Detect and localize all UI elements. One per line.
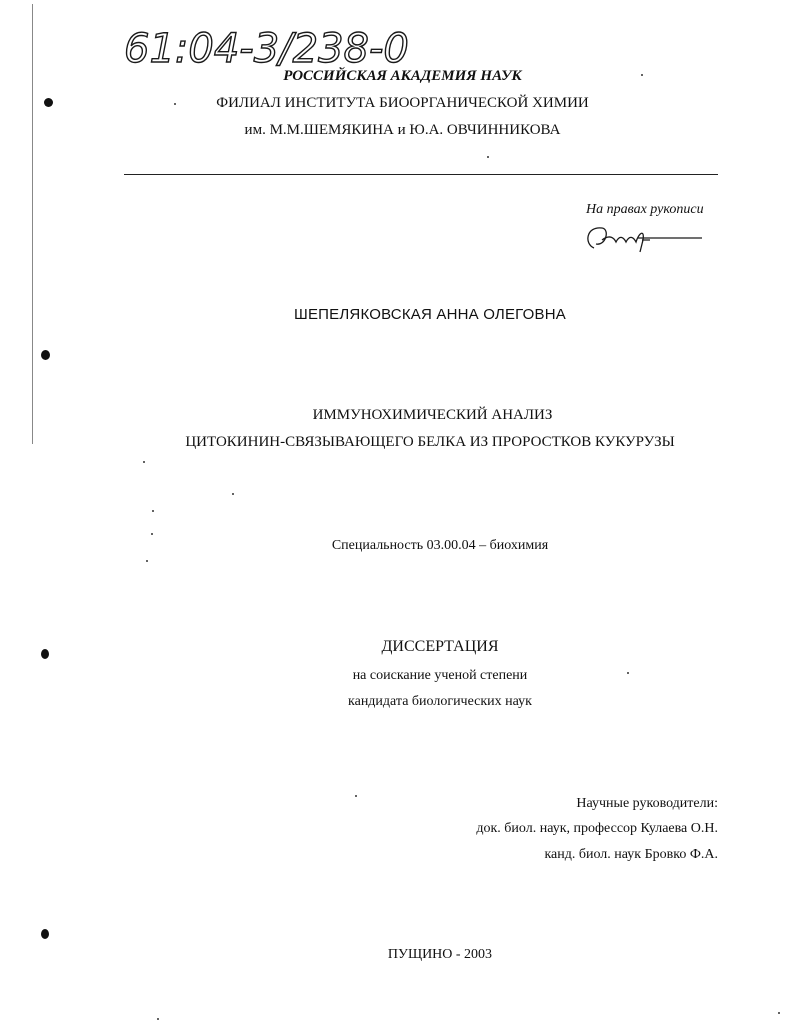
thesis-title-line-1: ИММУНОХИМИЧЕСКИЙ АНАЛИЗ: [312, 407, 553, 423]
degree-line-2: кандидата биологических наук: [348, 694, 532, 709]
binder-mark: [41, 350, 50, 360]
supervisor-first: док. биол. наук, профессор Кулаева О.Н.: [476, 821, 718, 836]
binder-mark: [41, 649, 49, 659]
header-divider: [124, 174, 718, 175]
handwritten-code-text: 61:04-3/238-0: [124, 26, 409, 72]
signature: [580, 216, 710, 256]
place-and-year: ПУЩИНО - 2003: [387, 947, 493, 962]
degree-line-1: на соискание ученой степени: [352, 668, 528, 683]
scan-edge-line: [32, 4, 33, 444]
scan-speck: [778, 1012, 780, 1014]
supervisor-second: канд. биол. наук Бровко Ф.А.: [544, 847, 718, 862]
binder-mark: [41, 929, 49, 939]
dissertation-label: ДИССЕРТАЦИЯ: [381, 638, 499, 655]
scan-speck: [487, 156, 489, 158]
academy-name: РОССИЙСКАЯ АКАДЕМИЯ НАУК: [283, 68, 522, 84]
supervisors-heading: Научные руководители:: [576, 796, 718, 811]
scan-speck: [157, 1018, 159, 1020]
thesis-title-line-2: ЦИТОКИНИН-СВЯЗЫВАЮЩЕГО БЕЛКА ИЗ ПРОРОСТКОВ КУКУРУЗЫ: [185, 434, 675, 450]
scan-speck: [232, 493, 234, 495]
author-name: ШЕПЕЛЯКОВСКАЯ АННА ОЛЕГОВНА: [294, 306, 566, 323]
specialty: Специальность 03.00.04 – биохимия: [331, 538, 549, 553]
institute-names: им. М.М.ШЕМЯКИНА и Ю.А. ОВЧИННИКОВА: [244, 122, 561, 138]
manuscript-note: На правах рукописи: [586, 202, 704, 217]
scan-speck: [151, 533, 153, 535]
institute-branch: ФИЛИАЛ ИНСТИТУТА БИООРГАНИЧЕСКОЙ ХИМИИ: [216, 95, 589, 111]
scan-speck: [152, 510, 154, 512]
scan-speck: [355, 795, 357, 797]
scan-speck: [143, 461, 145, 463]
scan-speck: [146, 560, 148, 562]
binder-mark: [44, 98, 53, 107]
